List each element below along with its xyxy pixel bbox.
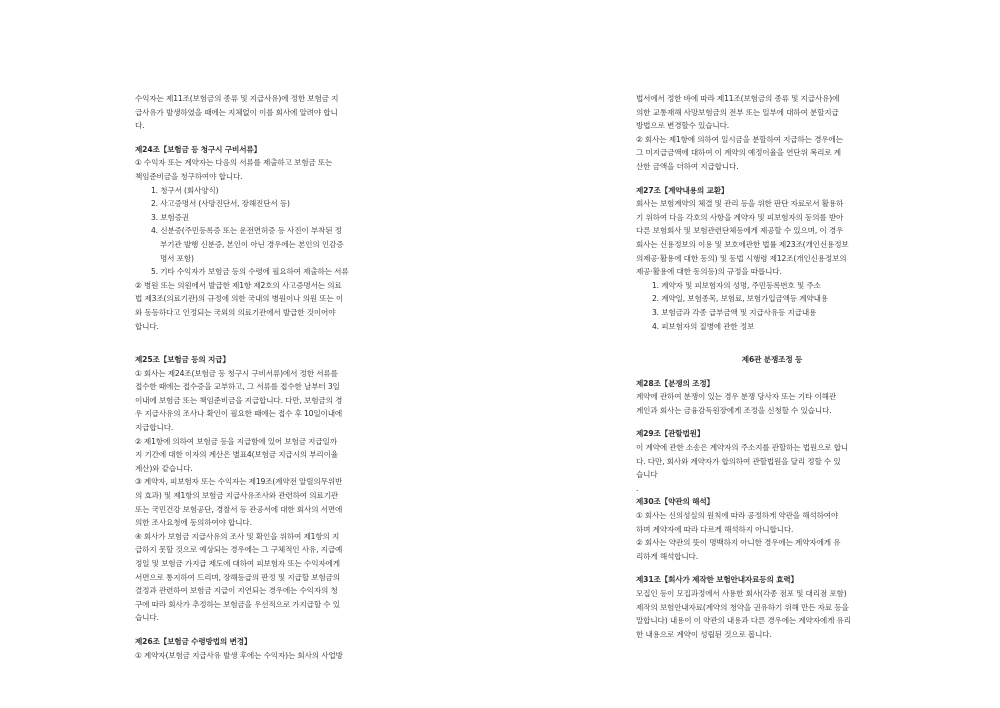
text-line: ② 제1항에 의하여 보험금 등을 지급함에 있어 보험금 지급일까 — [135, 436, 337, 446]
article-heading: 제28조【분쟁의 조정】 — [636, 378, 714, 388]
text-line: 서면으로 통지하여 드리며, 장해등급의 판정 및 지급할 보험금의 — [135, 572, 340, 582]
list-item-line: 1. 계약자 및 피보험자의 성명, 주민등록번호 및 주소 — [652, 280, 821, 290]
text-line: 습니다 — [636, 470, 658, 480]
text-line: 이 계약에 관한 소송은 계약자의 주소지를 관할하는 법원으로 합니 — [636, 443, 849, 453]
text-line: ① 회사는 제24조(보험금 등 청구시 구비서류)에서 정한 서류를 — [135, 368, 338, 378]
article-heading: 제25조【보험금 등의 지급】 — [135, 355, 230, 365]
text-line: 결정과 관련하여 보험금 지급이 지연되는 경우에는 수익자의 청 — [135, 586, 338, 596]
text-line: 기 위하여 다음 각호의 사항을 계약자 및 피보험자의 동의를 받아 — [636, 212, 844, 222]
text-line: 모집인 등이 모집과정에서 사용한 회사(각종 점포 및 대리점 포함) — [636, 589, 847, 598]
text-line: 의 효과) 및 제1항의 보험금 지급사유조사와 관련하여 의료기관 — [135, 491, 338, 501]
text-line: 다. — [135, 121, 145, 131]
spacer — [135, 333, 407, 353]
text-line: 다른 보험회사 및 보험관련단체등에게 제공할 수 있으며, 이 경우 — [636, 226, 844, 236]
text-line: 리하게 해석합니다. — [636, 551, 699, 561]
numbered-list — [135, 184, 407, 238]
text-line: 다. 다만, 회사와 계약자가 합의하여 관할법원을 달리 정할 수 있 — [636, 456, 841, 466]
list-item-line: 1. 청구서 (회사양식) — [151, 185, 219, 195]
numbered-list — [135, 265, 407, 279]
text-line: 정일 및 보험금 가지급 제도에 대하여 피보험자 또는 수익자에게 — [135, 559, 340, 568]
article-heading: 제27조【계약내용의 교환】 — [636, 185, 729, 195]
text-line: 급하지 못할 것으로 예상되는 경우에는 그 구체적인 사유, 지급예 — [135, 545, 343, 555]
text-line: 회사는 신용정보의 이용 및 보호에관한 법률 제23조(개인신용정보 — [636, 239, 849, 249]
spacer — [636, 417, 908, 427]
right-column — [636, 92, 908, 641]
text-line: 구에 따라 회사가 추정하는 보험금을 우선적으로 가지급할 수 있 — [135, 599, 340, 609]
spacer — [636, 174, 908, 184]
spacer — [135, 133, 407, 143]
text-line: 급사유가 발생하였을 때에는 지체없이 이를 회사에 알려야 합니 — [135, 107, 338, 117]
text-line: ① 수익자 또는 계약자는 다음의 서류를 제출하고 보험금 또는 — [135, 158, 333, 168]
numbered-list — [636, 279, 908, 333]
text-line: 법 제3조(의료기관)의 규정에 의한 국내의 병원이나 의원 또는 이 — [135, 294, 344, 304]
paragraph — [636, 92, 908, 174]
text-line: ① 회사는 신의성실의 원칙에 따라 공정하게 약관을 해석하여야 — [636, 511, 839, 521]
paragraph — [636, 390, 908, 417]
section-heading: 제6관 분쟁조정 등 — [741, 355, 803, 365]
spacer — [636, 563, 908, 573]
text-line: 계약에 관하여 분쟁이 있는 경우 분쟁 당사자 또는 기타 이해관 — [636, 392, 837, 402]
text-line: ④ 회사가 보험금 지급사유의 조사 및 확인을 위하여 제1항의 지 — [135, 531, 340, 541]
paragraph — [636, 197, 908, 279]
spacer — [636, 367, 908, 377]
text-line: 방법으로 변경할수 있습니다. — [636, 121, 730, 131]
text-line: 또는 국민건강 보험공단, 경찰서 등 관공서에 대한 회사의 서면에 — [135, 504, 343, 514]
spacer — [135, 625, 407, 635]
text-line: 수익자는 제11조(보험금의 종류 및 지급사유)에 정한 보험금 지 — [135, 94, 339, 103]
paragraph — [135, 156, 407, 183]
list-item-line: 4. 신분증(주민등록증 또는 운전면허증 등 사진이 부착된 정 — [151, 226, 342, 236]
paragraph — [636, 509, 908, 563]
text-line: 말합니다) 내용이 이 약관의 내용과 다른 경우에는 계약자에게 유리 — [636, 616, 851, 626]
paragraph — [135, 92, 407, 133]
text-line: 합니다. — [135, 321, 159, 331]
article-heading: 제30조【약관의 해석】 — [636, 497, 714, 507]
text-line: 의한 조사요청에 동의하여야 합니다. — [135, 518, 252, 528]
text-line: 이내에 보험금 또는 책임준비금을 지급합니다. 다만, 보험금의 경 — [135, 395, 343, 405]
list-item-line: 4. 피보험자의 질병에 관한 정보 — [652, 321, 755, 331]
paragraph — [636, 587, 908, 641]
list-item-line: 2. 계약일, 보험종목, 보험료, 보험가입금액등 계약내용 — [652, 294, 828, 304]
list-item-line: 3. 보험증권 — [151, 212, 189, 222]
text-line: 의제공·활용에 대한 동의) 및 동법 시행령 제12조(개인신용정보의 — [636, 253, 847, 263]
article-heading: 제26조【보험금 수령방법의 변경】 — [135, 636, 252, 646]
article-heading: 제24조【보험금 등 청구시 구비서류】 — [135, 144, 262, 154]
text-line: 제공·활용에 대한 동의등)의 규정을 따릅니다. — [636, 267, 782, 277]
article-heading: 제29조【관할법원】 — [636, 429, 705, 439]
list-item-line: 명서 포함) — [160, 253, 194, 263]
article-heading: 제31조【회사가 제작한 보험안내자료등의 효력】 — [636, 575, 798, 585]
text-line: 책임준비금을 청구하여야 합니다. — [135, 171, 243, 181]
text-line: 그 미지급금액에 대하여 이 계약의 예정이율을 연단위 복리로 계 — [636, 148, 841, 158]
list-item-line: 부기관 발행 신분증, 본인이 아닌 경우에는 본인의 인감증 — [160, 239, 344, 249]
paragraph — [135, 649, 407, 663]
text-line: 계인과 회사는 금융감독원장에게 조정을 신청할 수 있습니다. — [636, 405, 832, 415]
text-line: ② 병원 또는 의원에서 발급한 제1항 제2호의 사고증명서는 의료 — [135, 280, 342, 290]
text-line: 한 내용으로 계약이 성립된 것으로 봅니다. — [636, 629, 772, 639]
list-item-line: 3. 보험금과 각종 급부금액 및 지급사유등 지급내용 — [652, 307, 817, 317]
text-line: 제작의 보험안내자료(계약의 청약을 권유하기 위해 만든 자료 등을 — [636, 602, 849, 612]
text-line: 계산)와 같습니다. — [135, 463, 193, 473]
text-line: 지급합니다. — [135, 423, 174, 433]
spacer — [636, 333, 908, 353]
text-line: 회사는 보험계약의 체결 및 관리 등을 위한 판단 자료로서 활용하 — [636, 199, 844, 209]
text-line: 산한 금액을 더하여 지급합니다. — [636, 161, 739, 171]
text-line: ② 회사는 약관의 뜻이 명백하지 아니한 경우에는 계약자에게 유 — [636, 538, 841, 548]
text-line: ② 회사는 제1항에 의하여 일시금을 분할하여 지급하는 경우에는 — [636, 134, 843, 144]
paragraph — [135, 367, 407, 625]
text-line: 와 동등하다고 인정되는 국외의 의료기관에서 발급한 것이어야 — [135, 307, 336, 317]
paragraph — [636, 441, 908, 495]
text-line: 법서에서 정한 바에 따라 제11조(보험금의 종류 및 지급사유)에 — [636, 94, 840, 103]
text-line: 접수한 때에는 접수증을 교부하고, 그 서류를 접수한 날부터 3일 — [135, 382, 340, 392]
text-line: 우 지급사유의 조사나 확인이 필요한 때에는 접수 후 10일이내에 — [135, 409, 343, 419]
left-column — [135, 92, 407, 662]
text-line: 의한 교통재해 사망보험금의 전부 또는 일부에 대하여 분할지급 — [636, 107, 839, 117]
text-line: ③ 계약자, 피보험자 또는 수익자는 제19조(계약전 알릴의무위반 — [135, 477, 343, 487]
paragraph — [135, 279, 407, 333]
text-line: . — [636, 483, 639, 493]
text-line: 습니다. — [135, 613, 159, 623]
numbered-list — [135, 238, 407, 265]
list-item-line: 2. 사고증명서 (사망진단서, 장해진단서 등) — [151, 199, 290, 209]
list-item-line: 5. 기타 수익자가 보험금 등의 수령에 필요하여 제출하는 서류 — [151, 267, 349, 277]
text-line: 하며 계약자에 따라 다르게 해석하지 아니합니다. — [636, 524, 794, 534]
text-line: ① 계약자(보험금 지급사유 발생 후에는 수익자)는 회사의 사업방 — [135, 650, 343, 660]
text-line: 지 기간에 대한 이자의 계산은 별표4(보험금 지급시의 부리이율 — [135, 450, 338, 460]
